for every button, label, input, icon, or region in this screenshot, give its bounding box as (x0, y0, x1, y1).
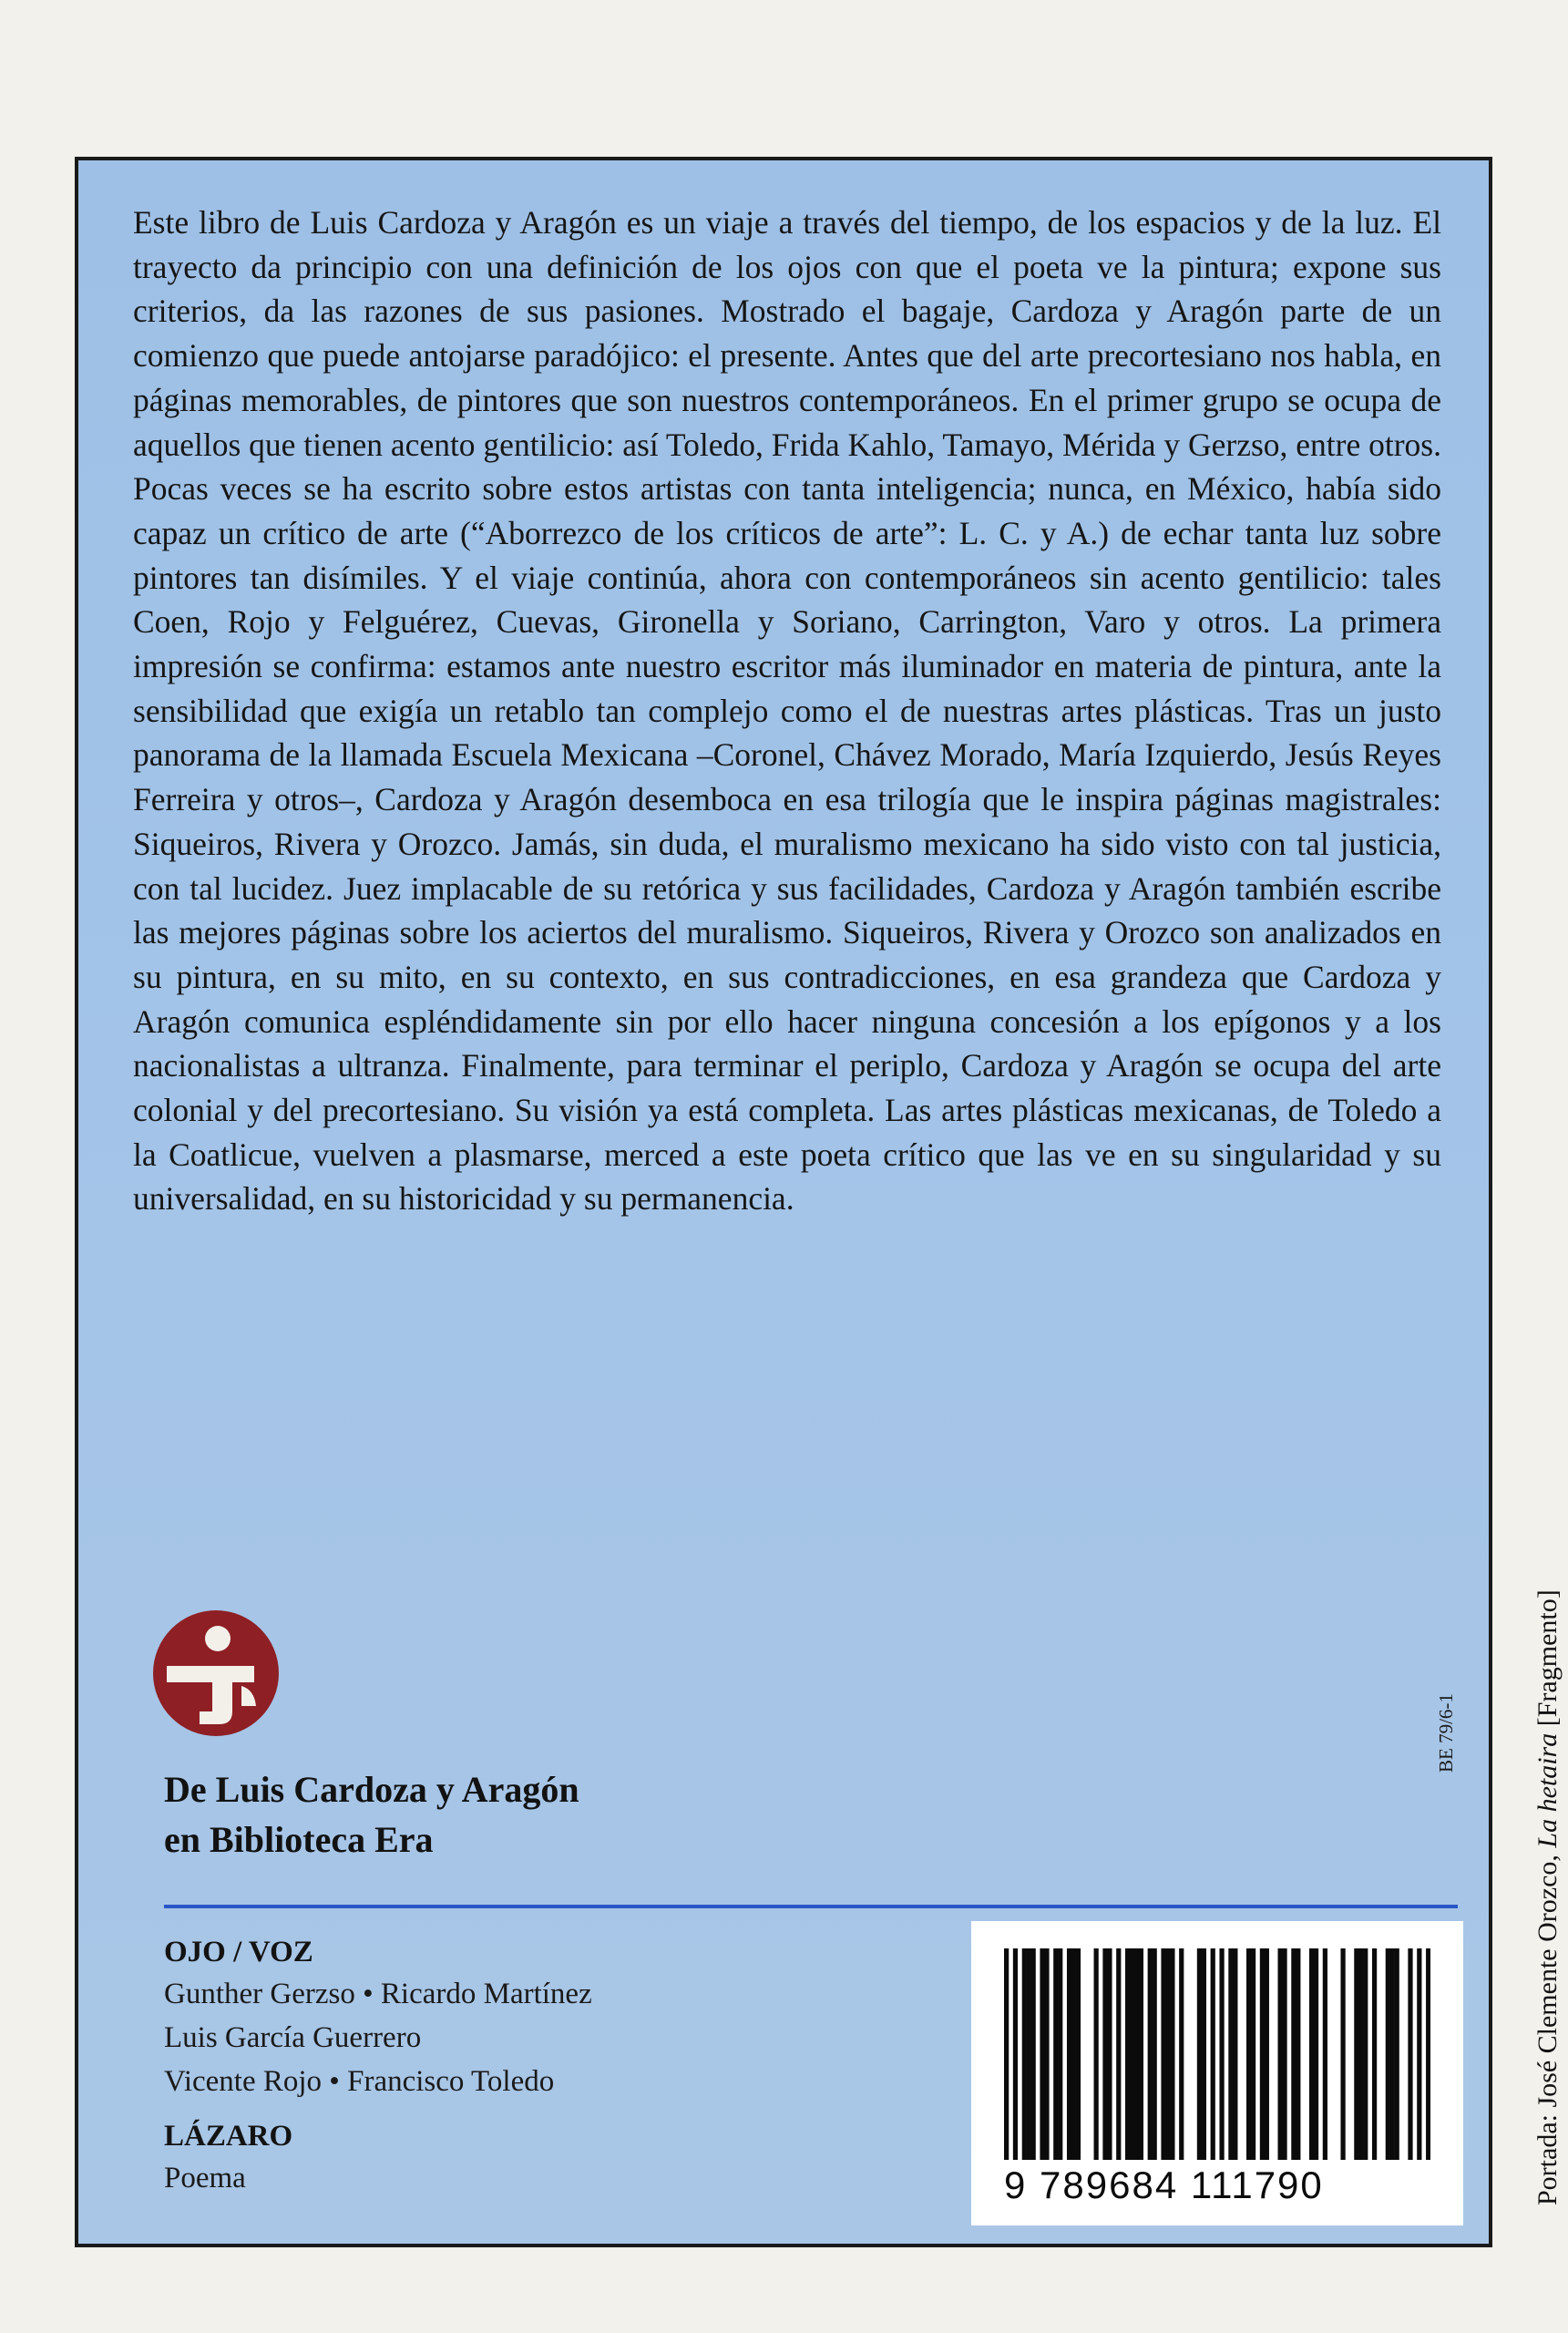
cover-credit (1532, 1589, 1563, 2205)
series-heading (164, 1764, 984, 1865)
barcode-bars-icon (1004, 1948, 1430, 2160)
book-title: LÁZARO (164, 2120, 293, 2153)
series-heading-line: De Luis Cardoza y Aragón (164, 1769, 579, 1810)
series-heading-line: en Biblioteca Era (164, 1819, 434, 1860)
catalog-code: BE 79/6-1 (1435, 1693, 1457, 1773)
blue-panel (75, 157, 1492, 2247)
era-logo-icon (152, 1609, 280, 1737)
cover-credit-prefix: Portada: José Clemente Orozco, (1532, 1847, 1563, 2205)
book-subtitle: Vicente Rojo • Francisco Toledo (164, 2065, 555, 2098)
book-title: OJO / VOZ (164, 1936, 313, 1968)
barcode (971, 1921, 1463, 2225)
cover-credit-suffix: [Fragmento] (1532, 1589, 1563, 1733)
cover-credit-work: La hetaira (1532, 1732, 1563, 1848)
book-subtitle: Luis García Guerrero (164, 2021, 422, 2054)
divider-rule (164, 1905, 1458, 1908)
barcode-digits: 9 789684 111790 (1004, 2163, 1324, 2206)
book-subtitle: Gunther Gerzso • Ricardo Martínez (164, 1978, 592, 2010)
book-subtitle: Poema (164, 2162, 246, 2194)
book-list (164, 1932, 984, 2200)
blurb-text: Este libro de Luis Cardoza y Aragón es un viaje a través del tiempo, de los espacios y de la luz. El trayecto da principio con una definición de los ojos con que el poeta ve la pintura; expone sus criterios, da las razones de sus pasiones. Mostrado el bagaje, Cardoza y Aragón parte de un comienzo que puede antojarse paradójico: el presente. Antes que del arte precortesiano nos habla, en páginas memorables, de pintores que son nuestros contemporáneos. En el primer grupo se ocupa de aquellos que tienen acento gentilicio: así Toledo, Frida Kahlo, Tamayo, Mérida y Gerzso, entre otros. Pocas veces se ha escrito sobre estos artistas con tanta inteligencia; nunca, en México, había sido capaz un crítico de arte (“Aborrezco de los críticos de arte”: L. C. y A.) de echar tanta luz sobre pintores tan disímiles. Y el viaje continúa, ahora con contemporáneos sin acento gentilicio: tales Coen, Rojo y Felguérez, Cuevas, Gironella y Soriano, Carrington, Varo y otros. La primera impresión se confirma: estamos ante nuestro escritor más iluminador en materia de pintura, ante la sensibilidad que exigía un retablo tan complejo como el de nuestras artes plásticas. Tras un justo panorama de la llamada Escuela Mexicana –Coronel, Chávez Morado, María Izquierdo, Jesús Reyes Ferreira y otros–, Cardoza y Aragón desemboca en esa trilogía que le inspira páginas magistrales: Siqueiros, Rivera y Orozco. Jamás, sin duda, el muralismo mexicano ha sido visto con tal justicia, con tal lucidez. Juez implacable de su retórica y sus facilidades, Cardoza y Aragón también escribe las mejores páginas sobre los aciertos del muralismo. Siqueiros, Rivera y Orozco son analizados en su pintura, en su mito, en su contexto, en sus contradicciones, en esa grandeza que Cardoza y Aragón comunica espléndidamente sin por ello hacer ninguna concesión a los epígonos y a los nacionalistas a ultranza. Finalmente, para terminar el periplo, Cardoza y Aragón se ocupa del arte colonial y del precortesiano. Su visión ya está completa. Las artes plásticas mexicanas, de Toledo a la Coatlicue, vuelven a plasmarse, merced a este poeta crítico que las ve en su singularidad y su universalidad, en su historicidad y su permanencia. (133, 204, 1441, 1218)
